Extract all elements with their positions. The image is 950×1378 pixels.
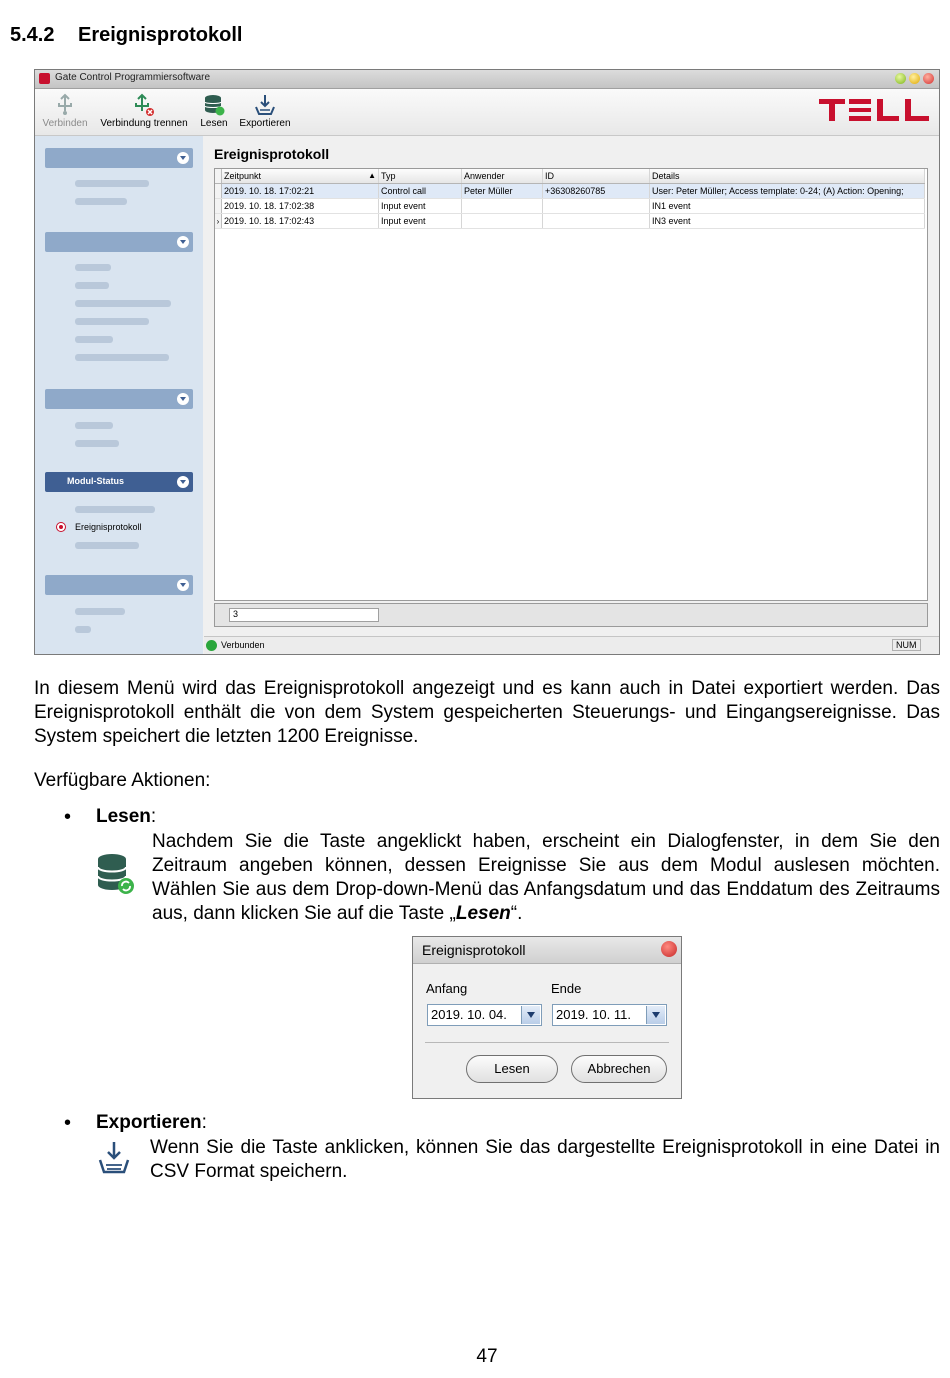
- dialog-cancel-button[interactable]: Abbrechen: [571, 1055, 667, 1083]
- disconnect-label: Verbindung trennen: [100, 118, 188, 129]
- cell-anwender: [462, 199, 543, 214]
- sidebar-item-blurred[interactable]: [75, 354, 169, 361]
- sort-asc-icon: ▲: [368, 171, 376, 180]
- dialog-title: Ereignisprotokoll: [422, 942, 526, 958]
- dialog-read-button[interactable]: Lesen: [466, 1055, 558, 1083]
- cell-anwender: Peter Müller: [462, 184, 543, 199]
- connected-status-icon: [206, 640, 217, 651]
- table-row[interactable]: [215, 184, 925, 199]
- content-panel: [204, 136, 939, 636]
- sidebar-item-blurred[interactable]: [75, 608, 125, 615]
- intro-paragraph: In diesem Menü wird das Ereignisprotokoll angezeigt und es kann auch in Datei exportiert werden. Das Ereignisprotokoll enthält die von dem System gespeicherten Steuerungs- und Eingangsereignisse. Das System speichert die letzten 1200 Ereignisse.: [34, 678, 940, 747]
- read-label: Lesen: [200, 118, 228, 129]
- cell-zeitpunkt: 2019. 10. 18. 17:02:21: [222, 184, 379, 199]
- table-footer: [214, 603, 928, 627]
- sidebar-group-1[interactable]: [45, 148, 193, 168]
- column-header-anwender[interactable]: Anwender: [462, 169, 543, 184]
- num-lock-indicator: NUM: [892, 639, 921, 651]
- bullet-icon: •: [64, 1112, 72, 1134]
- cell-anwender: [462, 214, 543, 229]
- sidebar-item-blurred[interactable]: [75, 626, 91, 633]
- sidebar-group-3[interactable]: [45, 389, 193, 409]
- end-date-value: 2019. 10. 11.: [556, 1007, 631, 1022]
- disconnect-button[interactable]: [97, 91, 191, 133]
- read-dialog: [412, 936, 682, 1099]
- sidebar-group-2[interactable]: [45, 232, 193, 252]
- cell-id: [543, 199, 650, 214]
- maximize-button[interactable]: [909, 73, 920, 84]
- status-text: Verbunden: [221, 640, 265, 650]
- database-read-icon: [96, 852, 136, 896]
- bullet-icon: •: [64, 806, 72, 828]
- action-desc-exportieren: Wenn Sie die Taste anklicken, können Sie das dargestellte Ereignisprotokoll in eine Datei in CSV Format speichern.: [150, 1137, 940, 1182]
- section-title: Ereignisprotokoll: [78, 24, 243, 46]
- column-header-id[interactable]: ID: [543, 169, 650, 184]
- sidebar-group-label: Modul-Status: [67, 476, 124, 486]
- column-header-details[interactable]: Details: [650, 169, 925, 184]
- dialog-divider: [425, 1042, 669, 1043]
- cell-zeitpunkt: 2019. 10. 18. 17:02:38: [222, 199, 379, 214]
- connect-label: Verbinden: [42, 118, 88, 129]
- connect-button[interactable]: [39, 91, 91, 133]
- end-date-picker[interactable]: [552, 1004, 667, 1026]
- toolbar: [35, 89, 939, 136]
- sidebar-group-5[interactable]: [45, 575, 193, 595]
- column-header-typ[interactable]: Typ: [379, 169, 462, 184]
- cell-details: IN3 event: [650, 214, 925, 229]
- export-icon: [96, 1140, 132, 1176]
- sidebar-item-blurred[interactable]: [75, 180, 149, 187]
- action-desc-lesen: Nachdem Sie die Taste angeklickt haben, erscheint ein Dialogfenster, in dem Sie den Zeitraum angeben können, dessen Ereignisse Sie aus dem Modul auslesen möchten. Wählen Sie aus dem Drop-down-Menü das Anfangsdatum und das Enddatum des Zeitraums aus, dann klicken Sie auf die Taste „Lesen“.: [152, 831, 940, 924]
- app-window: [34, 69, 940, 655]
- table-header: [215, 169, 925, 184]
- cell-id: +36308260785: [543, 184, 650, 199]
- sidebar: [35, 136, 203, 654]
- cell-details: IN1 event: [650, 199, 925, 214]
- sidebar-item-blurred[interactable]: [75, 506, 155, 513]
- tell-logo: [819, 99, 931, 123]
- sidebar-item-ereignisprotokoll[interactable]: Ereignisprotokoll: [75, 522, 142, 532]
- selected-radio-icon: [56, 522, 66, 532]
- status-bar: [204, 636, 939, 655]
- cell-typ: Input event: [379, 214, 462, 229]
- cell-typ: Input event: [379, 199, 462, 214]
- export-icon: [253, 93, 277, 117]
- sidebar-item-blurred[interactable]: [75, 264, 111, 271]
- cell-id: [543, 214, 650, 229]
- start-label: Anfang: [426, 981, 468, 996]
- close-button[interactable]: [923, 73, 934, 84]
- section-number: 5.4.2: [10, 24, 55, 46]
- column-header-zeitpunkt[interactable]: Zeitpunkt ▲: [222, 169, 379, 184]
- database-read-icon: [202, 93, 226, 117]
- sidebar-group-modul-status[interactable]: [45, 472, 193, 492]
- dropdown-arrow-icon[interactable]: [646, 1006, 665, 1024]
- window-title: Gate Control Programmiersoftware: [55, 72, 211, 83]
- cell-zeitpunkt: 2019. 10. 18. 17:02:43: [222, 214, 379, 229]
- usb-connect-icon: [53, 93, 77, 117]
- start-date-picker[interactable]: [427, 1004, 542, 1026]
- export-label: Exportieren: [239, 118, 291, 129]
- start-date-value: 2019. 10. 04.: [431, 1007, 507, 1022]
- app-icon: [39, 73, 50, 84]
- read-button[interactable]: [197, 91, 231, 133]
- minimize-button[interactable]: [895, 73, 906, 84]
- dialog-titlebar: [413, 937, 681, 964]
- chevron-down-icon: [177, 476, 189, 488]
- record-count: 3: [229, 608, 379, 622]
- export-button[interactable]: [237, 91, 293, 133]
- sidebar-item-blurred[interactable]: [75, 440, 119, 447]
- cell-typ: Control call: [379, 184, 462, 199]
- sidebar-item-blurred[interactable]: [75, 422, 113, 429]
- sidebar-item-blurred[interactable]: [75, 282, 109, 289]
- sidebar-item-blurred[interactable]: [75, 318, 149, 325]
- action-title-exportieren: Exportieren:: [96, 1112, 207, 1133]
- content-title: Ereignisprotokoll: [214, 146, 330, 162]
- cell-details: User: Peter Müller; Access template: 0-24; (A) Action: Opening;: [650, 184, 925, 199]
- dropdown-arrow-icon[interactable]: [521, 1006, 540, 1024]
- dialog-close-button[interactable]: [661, 941, 677, 957]
- table-row[interactable]: [215, 199, 925, 214]
- event-log-table: [214, 168, 928, 601]
- sidebar-item-blurred[interactable]: [75, 336, 113, 343]
- table-row[interactable]: [215, 214, 925, 229]
- sidebar-item-blurred[interactable]: [75, 542, 139, 549]
- page-number: 47: [476, 1346, 498, 1367]
- sidebar-item-blurred[interactable]: [75, 300, 171, 307]
- current-row-icon: ›: [215, 214, 222, 229]
- window-titlebar: [35, 70, 939, 89]
- end-label: Ende: [551, 981, 582, 996]
- actions-label: Verfügbare Aktionen:: [34, 770, 211, 791]
- section-heading: [10, 24, 242, 47]
- usb-disconnect-icon: [132, 93, 156, 117]
- action-title-lesen: Lesen:: [96, 806, 157, 827]
- sidebar-item-blurred[interactable]: [75, 198, 127, 205]
